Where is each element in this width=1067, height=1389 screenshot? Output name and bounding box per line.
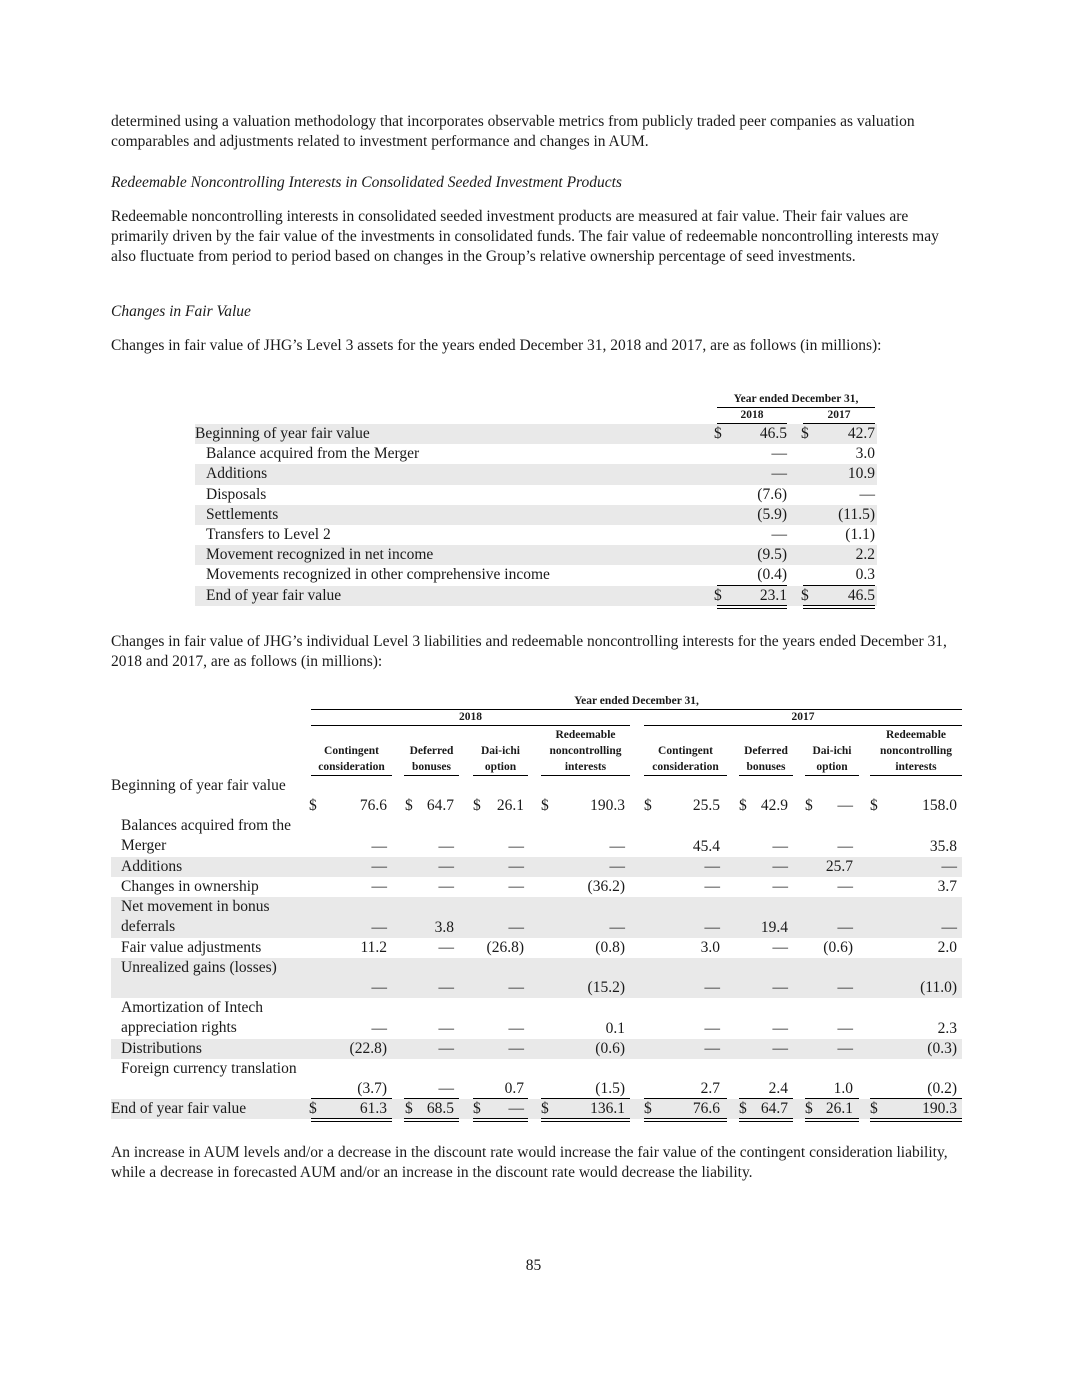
table-cell: — xyxy=(438,857,454,875)
total-double-rule xyxy=(473,1118,528,1122)
table-cell: — xyxy=(941,857,957,875)
row-label: Distributions xyxy=(121,1039,202,1057)
value-2018: (7.6) xyxy=(757,485,787,503)
table-cell: 2.3 xyxy=(937,1019,957,1037)
value-2017: 46.5 xyxy=(847,586,875,604)
intro-paragraph: determined using a valuation methodology that incorporates observable metrics from publicly traded peer companies as valuation comparables and adjustments related to investment performance and changes in AUM. xyxy=(111,113,915,150)
table-cell: (0.3) xyxy=(927,1039,957,1057)
table-cell: 42.9 xyxy=(760,797,788,815)
table-cell: — xyxy=(772,938,788,956)
table-cell: 190.3 xyxy=(922,1100,957,1118)
table-cell: 0.7 xyxy=(504,1080,524,1098)
table-cell: 35.8 xyxy=(929,837,957,855)
table-cell: 76.6 xyxy=(692,1100,720,1118)
section-heading-redeemable: Redeemable Noncontrolling Interests in Consolidated Seeded Investment Products xyxy=(111,174,622,191)
table-cell: — xyxy=(837,878,853,896)
table-cell: 0.1 xyxy=(605,1019,625,1037)
table-cell: — xyxy=(438,837,454,855)
table-cell: — xyxy=(438,1019,454,1037)
column-header: noncontrolling xyxy=(549,745,622,757)
table-cell: — xyxy=(371,1019,387,1037)
column-header: bonuses xyxy=(739,760,793,776)
row-label: Balance acquired from the Merger xyxy=(206,445,420,463)
column-header: interests xyxy=(870,760,962,776)
table-cell: 19.4 xyxy=(760,918,788,936)
table-cell: 158.0 xyxy=(922,797,957,815)
total-double-rule xyxy=(644,1118,727,1122)
table-row xyxy=(111,958,962,998)
table-cell: (0.6) xyxy=(595,1039,625,1057)
year-ended-header: Year ended December 31, xyxy=(311,694,962,710)
column-header: option xyxy=(473,760,528,776)
redeemable-paragraph: Redeemable noncontrolling interests in consolidated seeded investment products are measured at fair value. Their fair values are primarily driven by the fair value of the investments in consolidated funds. The fair value of redeemable noncontrolling interests may also fluctuate from period to period based on changes in the Group’s relative ownership percentage of seed investments. xyxy=(111,208,939,265)
row-label: Movements recognized in other comprehensive income xyxy=(206,566,550,584)
table-cell: — xyxy=(837,837,853,855)
table-cell: 2.7 xyxy=(700,1080,720,1098)
table-cell: 76.6 xyxy=(359,797,387,815)
table-cell: — xyxy=(508,1100,524,1118)
table-cell: — xyxy=(772,1039,788,1057)
table-row xyxy=(111,938,962,958)
table-cell: — xyxy=(371,857,387,875)
value-2018: — xyxy=(771,445,787,463)
level3-assets-table xyxy=(195,392,877,606)
table-row xyxy=(111,776,962,816)
row-label: Additions xyxy=(206,465,268,483)
currency-symbol: $ xyxy=(473,1100,481,1118)
column-header: Contingent xyxy=(658,745,713,757)
row-label: Additions xyxy=(121,857,183,875)
table-cell: 3.8 xyxy=(434,918,454,936)
column-header: Deferred xyxy=(744,745,788,757)
table-cell: 3.0 xyxy=(700,938,720,956)
level3-liabilities-intro: Changes in fair value of JHG’s individual Level 3 liabilities and redeemable noncontrolling interests for the years ended December 31, 2018 and 2017, are as follows (in millions): xyxy=(111,633,947,670)
table-cell: — xyxy=(508,857,524,875)
table-cell: 1.0 xyxy=(833,1080,853,1098)
table-row xyxy=(195,485,877,505)
level3-assets-intro: Changes in fair value of JHG’s Level 3 assets for the years ended December 31, 2018 and 2017, are as follows (in millions): xyxy=(111,337,882,354)
value-2018: — xyxy=(771,465,787,483)
currency-symbol: $ xyxy=(644,797,652,815)
table-cell: 26.1 xyxy=(496,797,524,815)
table-cell: 2.4 xyxy=(768,1080,788,1098)
table-cell: — xyxy=(438,1080,454,1098)
row-label: Beginning of year fair value xyxy=(195,425,370,442)
currency-symbol: $ xyxy=(801,425,809,442)
table-cell: — xyxy=(704,918,720,936)
value-2017: (1.1) xyxy=(845,525,875,543)
currency-symbol: $ xyxy=(541,797,549,815)
table-cell: — xyxy=(508,1039,524,1057)
row-label: Beginning of year fair value xyxy=(111,777,286,794)
table-row xyxy=(195,505,877,525)
table-cell: 136.1 xyxy=(590,1100,625,1118)
value-2017: 3.0 xyxy=(855,445,875,463)
total-double-rule xyxy=(805,1118,859,1122)
currency-symbol: $ xyxy=(714,425,722,442)
total-double-rule xyxy=(739,1118,793,1122)
table-cell: 64.7 xyxy=(760,1100,788,1118)
table-cell: — xyxy=(371,979,387,997)
table-cell: — xyxy=(704,857,720,875)
row-label: End of year fair value xyxy=(206,586,342,604)
currency-symbol: $ xyxy=(405,797,413,815)
table-cell: — xyxy=(609,857,625,875)
currency-symbol: $ xyxy=(739,1100,747,1118)
year-ended-header: Year ended December 31, xyxy=(717,392,875,408)
table-row xyxy=(195,545,877,565)
row-label: Amortization of Intech appreciation rights xyxy=(121,999,264,1037)
table-cell: — xyxy=(508,979,524,997)
table-row xyxy=(195,464,877,484)
table-cell: — xyxy=(704,979,720,997)
table-cell: (11.0) xyxy=(920,979,957,997)
table-cell: (0.6) xyxy=(823,938,853,956)
row-label: Balances acquired from the Merger xyxy=(121,817,291,855)
table-cell: — xyxy=(371,837,387,855)
table-row xyxy=(111,1059,962,1099)
table-cell: 25.5 xyxy=(692,797,720,815)
table-cell: (0.2) xyxy=(927,1080,957,1098)
table-header xyxy=(195,392,877,424)
table-cell: 45.4 xyxy=(692,837,720,855)
total-double-rule xyxy=(311,1118,392,1122)
page-number: 85 xyxy=(525,1257,542,1274)
table-cell: 3.7 xyxy=(937,878,957,896)
table-row xyxy=(111,857,962,877)
row-label: Settlements xyxy=(206,505,279,523)
table-cell: 190.3 xyxy=(590,797,625,815)
value-2018: — xyxy=(771,525,787,543)
currency-symbol: $ xyxy=(405,1100,413,1118)
table-body xyxy=(195,424,877,606)
currency-symbol: $ xyxy=(309,1100,317,1118)
table-row xyxy=(111,1099,962,1119)
table-cell: 11.2 xyxy=(360,938,387,956)
column-header: Contingent xyxy=(324,745,379,757)
table-cell: — xyxy=(438,1039,454,1057)
table-cell: — xyxy=(508,837,524,855)
table-cell: (26.8) xyxy=(486,938,524,956)
table-header xyxy=(111,694,962,776)
closing-paragraph: An increase in AUM levels and/or a decrease in the discount rate would increase the fair value of the contingent consideration liability, while a decrease in forecasted AUM and/or an increase in the discount rate would decrease the liability. xyxy=(111,1144,948,1181)
table-cell: — xyxy=(609,837,625,855)
table-row xyxy=(111,897,962,937)
row-label: Changes in ownership xyxy=(121,877,259,895)
table-cell: 61.3 xyxy=(359,1100,387,1118)
table-row xyxy=(195,565,877,585)
value-2017: — xyxy=(859,485,875,503)
column-header: Redeemable xyxy=(885,729,947,741)
table-cell: — xyxy=(371,918,387,936)
table-cell: — xyxy=(941,918,957,936)
table-cell: — xyxy=(704,1019,720,1037)
table-row xyxy=(195,444,877,464)
level3-liabilities-table xyxy=(111,694,962,1119)
currency-symbol: $ xyxy=(870,1100,878,1118)
table-cell: (1.5) xyxy=(595,1080,625,1098)
table-cell: — xyxy=(772,857,788,875)
table-cell: — xyxy=(772,878,788,896)
value-2017: 0.3 xyxy=(855,566,875,584)
value-2018: 46.5 xyxy=(759,425,787,442)
currency-symbol: $ xyxy=(801,586,809,604)
total-double-rule xyxy=(541,1118,630,1122)
section-heading-changes: Changes in Fair Value xyxy=(111,303,251,320)
column-header: consideration xyxy=(644,760,727,776)
table-cell: — xyxy=(438,878,454,896)
row-label: Fair value adjustments xyxy=(121,938,262,956)
table-cell: 68.5 xyxy=(426,1100,454,1118)
table-cell: — xyxy=(837,979,853,997)
table-cell: 2.0 xyxy=(937,938,957,956)
column-header: bonuses xyxy=(404,760,459,776)
value-2017: 2.2 xyxy=(855,546,875,564)
row-label: Transfers to Level 2 xyxy=(206,525,331,543)
value-2017: 42.7 xyxy=(847,425,875,442)
table-row xyxy=(195,586,877,606)
table-cell: — xyxy=(837,1039,853,1057)
value-2017: (11.5) xyxy=(838,505,875,523)
row-label: Disposals xyxy=(206,485,267,503)
table-row xyxy=(195,525,877,545)
table-row xyxy=(111,1039,962,1059)
row-label: Movement recognized in net income xyxy=(206,546,434,564)
currency-symbol: $ xyxy=(541,1100,549,1118)
table-cell: (0.8) xyxy=(595,938,625,956)
row-label: Foreign currency translation xyxy=(121,1059,297,1077)
column-header: consideration xyxy=(311,760,392,776)
table-cell: (15.2) xyxy=(587,979,625,997)
total-double-rule xyxy=(803,605,875,609)
table-cell: — xyxy=(438,979,454,997)
table-cell: — xyxy=(704,1039,720,1057)
row-label: End of year fair value xyxy=(111,1100,247,1118)
value-2018: (9.5) xyxy=(757,546,787,564)
value-2018: 23.1 xyxy=(759,586,787,604)
table-body xyxy=(111,776,962,1119)
currency-symbol: $ xyxy=(714,586,722,604)
currency-symbol: $ xyxy=(644,1100,652,1118)
column-header: Dai-ichi xyxy=(481,745,520,757)
column-header: Dai-ichi xyxy=(812,745,852,757)
currency-symbol: $ xyxy=(309,797,317,815)
currency-symbol: $ xyxy=(739,797,747,815)
total-double-rule xyxy=(717,605,787,609)
table-cell: — xyxy=(837,1019,853,1037)
table-cell: — xyxy=(772,1019,788,1037)
table-cell: — xyxy=(704,878,720,896)
table-cell: 26.1 xyxy=(825,1100,853,1118)
table-cell: (3.7) xyxy=(357,1080,387,1098)
table-row xyxy=(111,998,962,1038)
table-cell: — xyxy=(837,918,853,936)
col-2018-header: 2018 xyxy=(717,408,787,424)
value-2018: (5.9) xyxy=(757,505,787,523)
table-row xyxy=(195,424,877,444)
table-cell: — xyxy=(609,918,625,936)
currency-symbol: $ xyxy=(805,1100,813,1118)
table-cell: 64.7 xyxy=(426,797,454,815)
col-2017-header: 2017 xyxy=(803,408,875,424)
table-cell: — xyxy=(438,938,454,956)
column-header: Redeemable xyxy=(555,729,616,741)
column-header: option xyxy=(805,760,859,776)
total-double-rule xyxy=(870,1118,962,1122)
value-2018: (0.4) xyxy=(757,566,787,584)
column-header: Deferred xyxy=(409,745,454,757)
row-label: Unrealized gains (losses) xyxy=(121,958,277,976)
table-cell: — xyxy=(371,878,387,896)
currency-symbol: $ xyxy=(870,797,878,815)
year-2017-header: 2017 xyxy=(644,710,962,726)
value-2017: 10.9 xyxy=(847,465,875,483)
table-cell: (36.2) xyxy=(587,878,625,896)
currency-symbol: $ xyxy=(805,797,813,815)
table-cell: — xyxy=(508,1019,524,1037)
table-row xyxy=(111,816,962,856)
row-label: Net movement in bonus deferrals xyxy=(121,898,270,936)
table-cell: (22.8) xyxy=(349,1039,387,1057)
column-header: interests xyxy=(541,760,630,776)
table-cell: 25.7 xyxy=(825,857,853,875)
table-cell: — xyxy=(508,878,524,896)
table-cell: — xyxy=(508,918,524,936)
column-header: noncontrolling xyxy=(880,745,952,757)
table-cell: — xyxy=(772,837,788,855)
table-cell: — xyxy=(772,979,788,997)
table-cell: — xyxy=(837,797,853,815)
table-row xyxy=(111,877,962,897)
year-2018-header: 2018 xyxy=(311,710,630,726)
currency-symbol: $ xyxy=(473,797,481,815)
total-double-rule xyxy=(404,1118,459,1122)
